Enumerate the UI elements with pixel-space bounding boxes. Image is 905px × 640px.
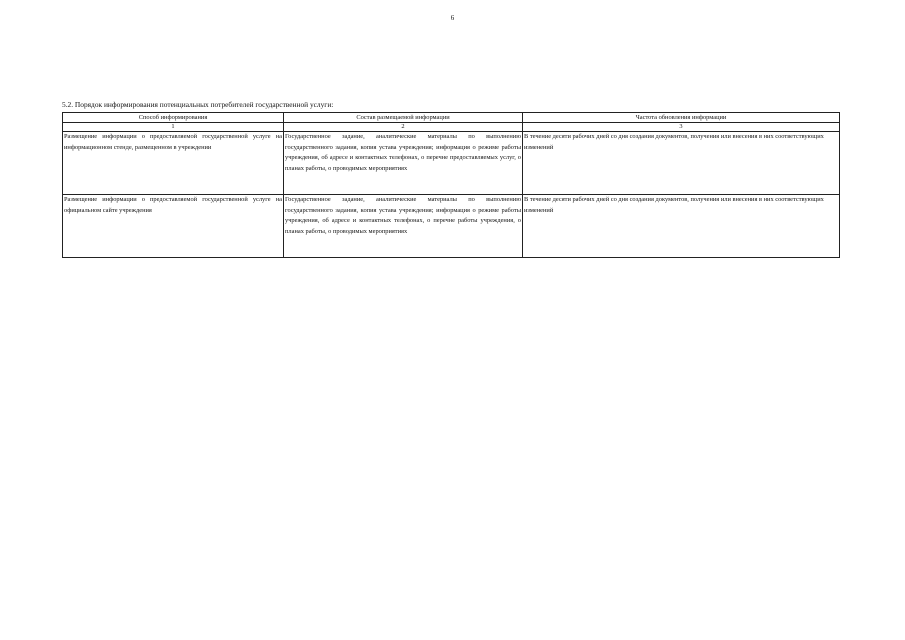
table-row — [63, 132, 840, 195]
page-number: 6 — [450, 14, 455, 22]
content-cell: Государственное задание, аналитические материалы по выполнению государственного задания, копия устава учреждения; информация о режиме работы учреждения, об адресе и контактных телефонах, о перечне работы учреждения, о планах работы, о проводимых мероприятиях — [284, 195, 523, 258]
header-method: Способ информирования — [63, 113, 284, 123]
frequency-cell: В течение десяти рабочих дней со дня создания документов, получения или внесения в них соответствующих изменений — [523, 132, 840, 195]
column-number: 1 — [63, 123, 284, 132]
information-table — [62, 112, 840, 258]
method-cell: Размещение информации о предоставляемой государственной услуге на информационном стенде, размещенном в учреждении — [63, 132, 284, 195]
header-content: Состав размещаемой информации — [284, 113, 523, 123]
content-cell: Государственное задание, аналитические материалы по выполнению государственного задания, копия устава учреждения; информация о режиме работы учреждения, об адресе и контактных телефонах, о перечне предоставляемых услуг, о планах работы, о проводимых мероприятиях — [284, 132, 523, 195]
method-cell: Размещение информации о предоставляемой государственной услуге на официальном сайте учреждения — [63, 195, 284, 258]
header-frequency: Частота обновления информации — [523, 113, 840, 123]
frequency-cell: В течение десяти рабочих дней со дня создания документов, получения или внесения в них соответствующих изменений — [523, 195, 840, 258]
table-row — [63, 195, 840, 258]
column-number-row — [63, 123, 840, 132]
section-title: 5.2. Порядок информирования потенциальных потребителей государственной услуги: — [62, 100, 334, 109]
table-header-row — [63, 113, 840, 123]
column-number: 2 — [284, 123, 523, 132]
column-number: 3 — [523, 123, 840, 132]
